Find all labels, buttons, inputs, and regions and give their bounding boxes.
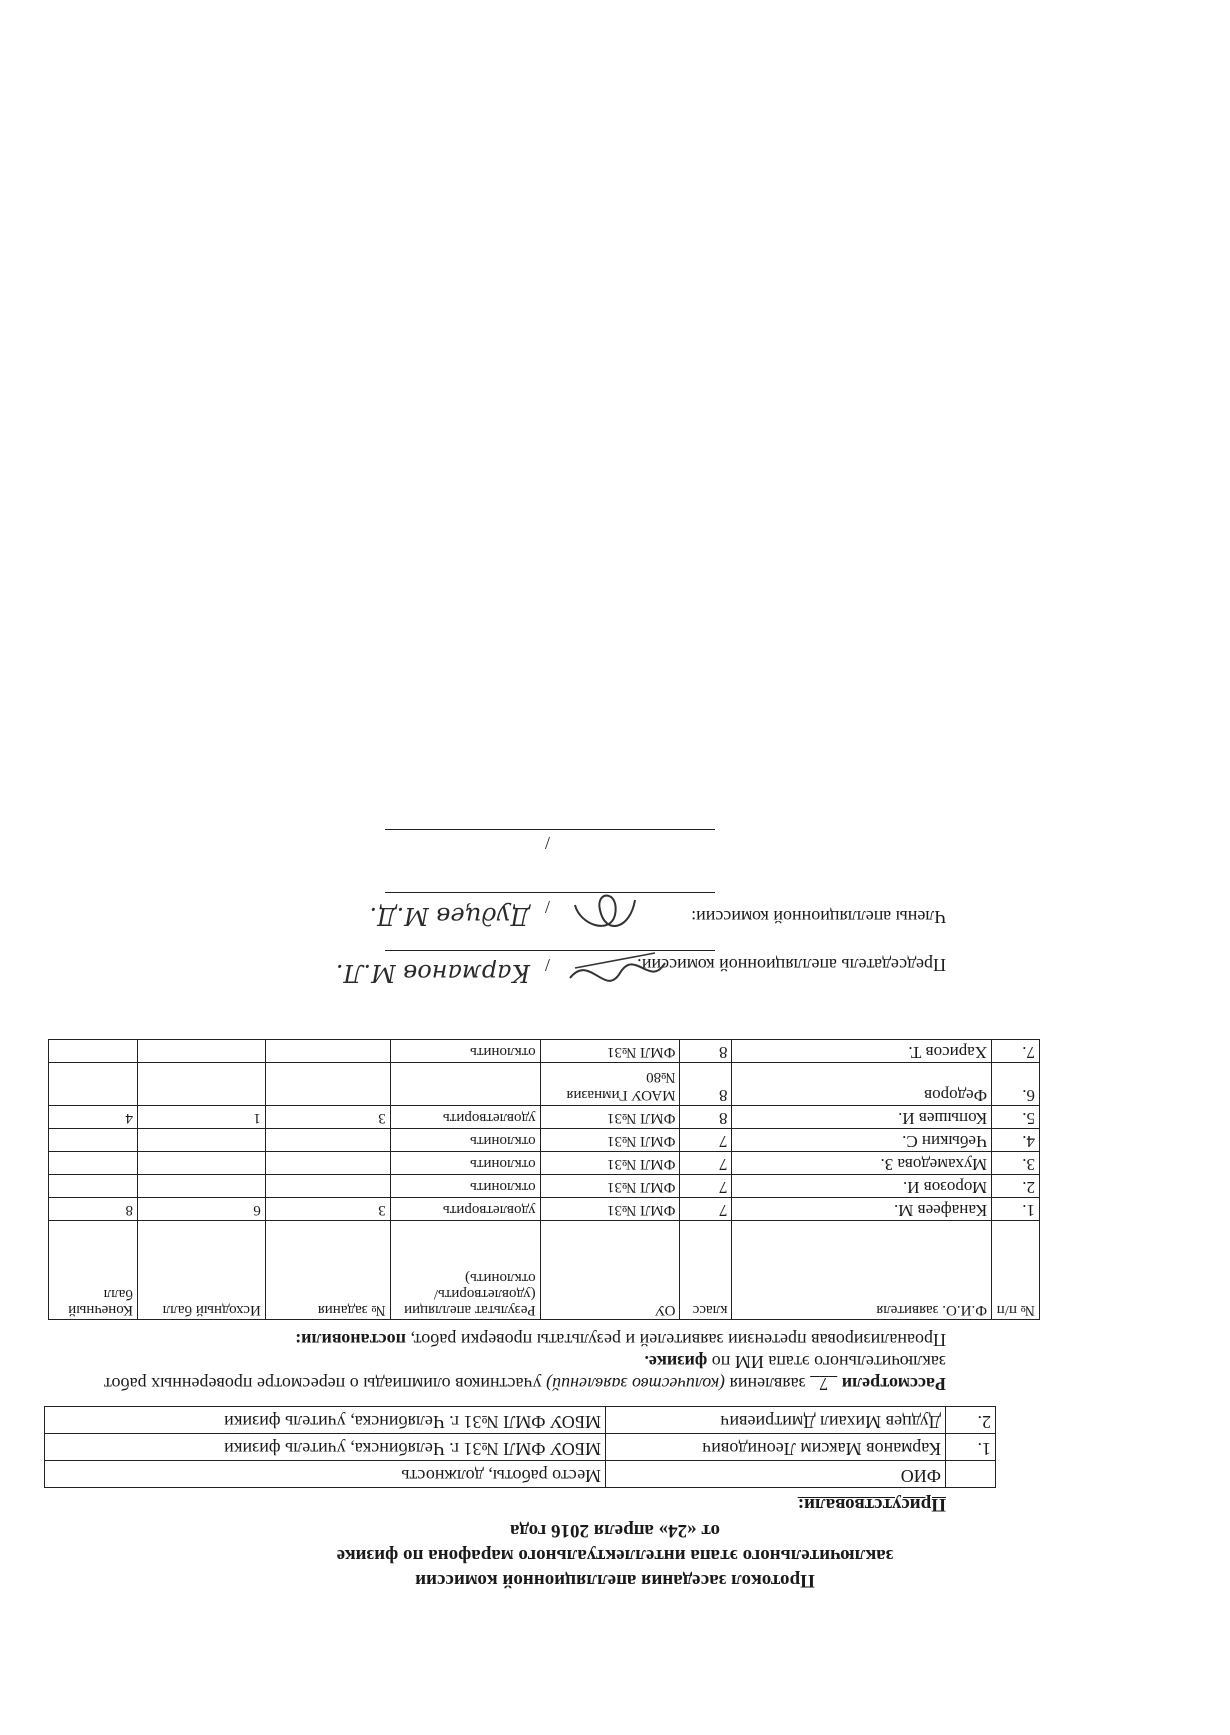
cell-final: 8 <box>49 1198 138 1221</box>
cell-grade: 7 <box>680 1152 732 1175</box>
cell-num: 2. <box>992 1175 1040 1198</box>
present-col-work: Место работы, должность <box>45 1461 606 1488</box>
members-label: Члены апелляционной комиссии: <box>691 907 946 927</box>
considered-subject: физике. <box>644 1352 708 1372</box>
cell-task <box>265 1129 390 1152</box>
chair-signature-slash: / <box>544 955 550 975</box>
cell-school: ФМЛ №31 <box>540 1040 680 1063</box>
table-row <box>49 1040 1040 1063</box>
cell-initial: 6 <box>138 1198 266 1221</box>
cell-task <box>265 1152 390 1175</box>
cell-final <box>49 1040 138 1063</box>
cell-school: ФМЛ №31 <box>540 1129 680 1152</box>
chair-label: Председатель апелляционной комиссии: <box>636 955 946 975</box>
member-signature-slash: / <box>544 897 550 917</box>
cell-school: МАОУ Гимназия №80 <box>540 1063 680 1106</box>
table-row <box>49 1063 1040 1106</box>
cell-result: отклонить <box>390 1175 540 1198</box>
cell-school: ФМЛ №31 <box>540 1152 680 1175</box>
title-line-3: от «24» апреля 2016 года <box>510 1520 720 1541</box>
cell-school: ФМЛ №31 <box>540 1175 680 1198</box>
considered-line-2: Проанализировав претензии заявителей и результаты проверки работ, <box>410 1330 946 1350</box>
cell-school: ФМЛ №31 <box>540 1198 680 1221</box>
table-row <box>49 1198 1040 1221</box>
considered-label: Рассмотрели <box>841 1374 946 1394</box>
cell-num: 6. <box>992 1063 1040 1106</box>
cell-final <box>49 1152 138 1175</box>
cell-num: 7. <box>992 1040 1040 1063</box>
cell-grade: 8 <box>680 1106 732 1129</box>
cell-initial <box>138 1175 266 1198</box>
present-row <box>45 1407 996 1434</box>
cell-task <box>265 1063 390 1106</box>
col-num: № п/п <box>992 1221 1040 1320</box>
cell-initial: 1 <box>138 1106 266 1129</box>
cell-initial <box>138 1129 266 1152</box>
member-signature-line <box>385 892 715 893</box>
cell-num: 4. <box>992 1129 1040 1152</box>
title-line-2: заключительного этапа интеллектуального марафона по физике <box>336 1545 894 1566</box>
member-signature-slash-empty: / <box>544 833 550 853</box>
cell-result: отклонить <box>390 1152 540 1175</box>
col-school: ОУ <box>540 1221 680 1320</box>
document-title <box>0 1518 1230 1593</box>
appeals-table <box>48 1039 1040 1320</box>
cell-result: удовлетворить <box>390 1106 540 1129</box>
cell-grade: 7 <box>680 1198 732 1221</box>
cell-initial <box>138 1040 266 1063</box>
cell-grade: 8 <box>680 1063 732 1106</box>
decided-label: постановили: <box>295 1330 406 1350</box>
cell-num: 3. <box>992 1152 1040 1175</box>
table-row <box>49 1106 1040 1129</box>
cell-result: отклонить <box>390 1040 540 1063</box>
cell-result: отклонить <box>390 1129 540 1152</box>
cell-final <box>49 1063 138 1106</box>
present-label: Присутствовали: <box>797 1494 946 1515</box>
considered-text-b: участников олимпиады о пересмотре проверенных работ заключительного этапа ИМ по <box>103 1352 946 1394</box>
col-grade: класс <box>680 1221 732 1320</box>
present-name: Карманов Максим Леонидович <box>606 1434 946 1461</box>
table-row <box>49 1129 1040 1152</box>
cell-result <box>390 1063 540 1106</box>
present-header-row <box>45 1461 996 1488</box>
cell-final: 4 <box>49 1106 138 1129</box>
present-col-num <box>946 1461 996 1488</box>
cell-final <box>49 1175 138 1198</box>
cell-num: 5. <box>992 1106 1040 1129</box>
present-name: Дудцев Михаил Дмитриевич <box>606 1407 946 1434</box>
cell-grade: 8 <box>680 1040 732 1063</box>
table-row <box>49 1152 1040 1175</box>
considered-text-a: заявления <box>729 1374 806 1394</box>
cell-school: ФМЛ №31 <box>540 1106 680 1129</box>
cell-task <box>265 1175 390 1198</box>
present-col-fio: ФИО <box>606 1461 946 1488</box>
appeal-count: 7 <box>819 1374 829 1394</box>
chair-signature-name: Карманов М.Л. <box>335 959 530 987</box>
cell-final <box>49 1129 138 1152</box>
cell-initial <box>138 1152 266 1175</box>
cell-fio: Копышев И. <box>732 1106 992 1129</box>
member-signature-line-empty <box>385 829 715 830</box>
present-num: 1. <box>946 1434 996 1461</box>
cell-fio: Чебыкин С. <box>732 1129 992 1152</box>
col-initial: Исходный балл <box>138 1221 266 1320</box>
col-final: Конечный балл <box>49 1221 138 1320</box>
cell-fio: Канафеев М. <box>732 1198 992 1221</box>
cell-task <box>265 1040 390 1063</box>
title-line-1: Протокол заседания апелляционной комиссии <box>415 1570 815 1591</box>
cell-fio: Харисов Т. <box>732 1040 992 1063</box>
cell-task: 3 <box>265 1106 390 1129</box>
member-signature-name: Дудцев М.Д. <box>369 902 530 930</box>
cell-result: удовлетворить <box>390 1198 540 1221</box>
col-result: Результат апелляции (удовлетворить/ отклонить) <box>390 1221 540 1320</box>
present-work: МБОУ ФМЛ №31 г. Челябинска, учитель физики <box>45 1434 606 1461</box>
cell-fio: Морозов И. <box>732 1175 992 1198</box>
chair-signature-scribble <box>560 943 670 993</box>
present-table <box>44 1406 996 1488</box>
considered-text-italic: (количество заявлений) <box>546 1374 726 1394</box>
col-task: № задания <box>265 1221 390 1320</box>
member-signature-scribble <box>565 885 645 940</box>
cell-initial <box>138 1063 266 1106</box>
appeals-header-row <box>49 1221 1040 1320</box>
cell-num: 1. <box>992 1198 1040 1221</box>
cell-grade: 7 <box>680 1129 732 1152</box>
cell-task: 3 <box>265 1198 390 1221</box>
present-row <box>45 1434 996 1461</box>
considered-paragraph <box>76 1329 946 1395</box>
present-work: МБОУ ФМЛ №31 г. Челябинска, учитель физики <box>45 1407 606 1434</box>
cell-fio: Мухамедова З. <box>732 1152 992 1175</box>
col-fio: Ф.И.О. заявителя <box>732 1221 992 1320</box>
table-row <box>49 1175 1040 1198</box>
present-num: 2. <box>946 1407 996 1434</box>
cell-grade: 7 <box>680 1175 732 1198</box>
cell-fio: Федоров <box>732 1063 992 1106</box>
